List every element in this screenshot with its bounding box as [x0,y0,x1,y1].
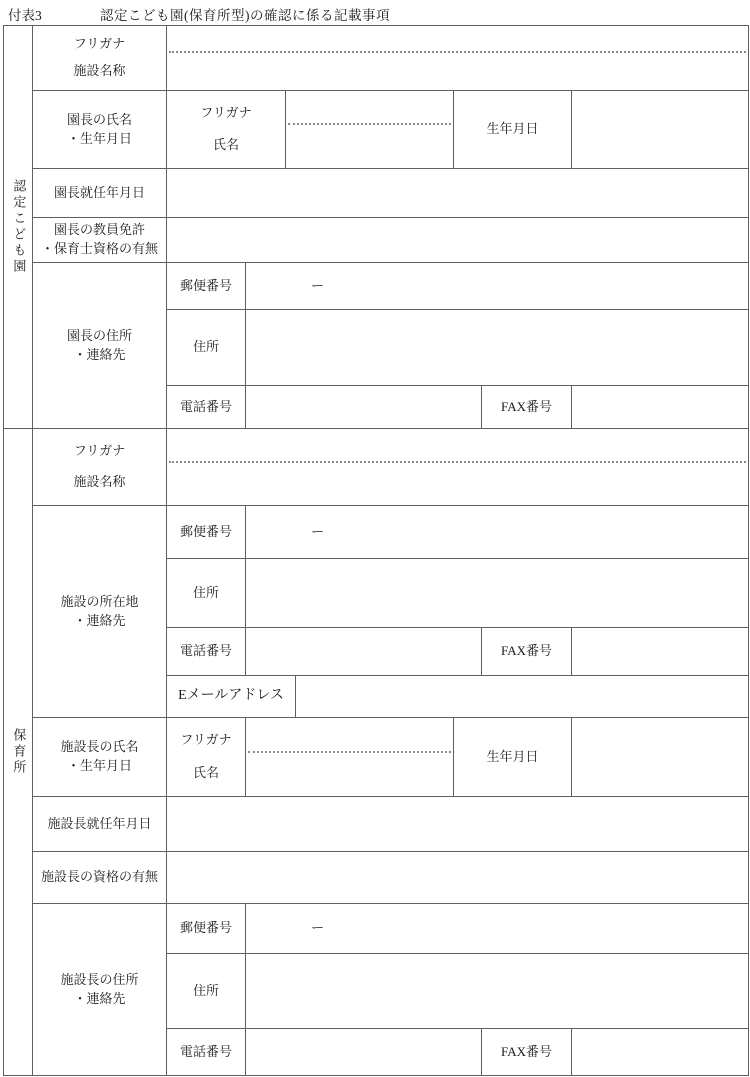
s1-name-sublabel-cell [166,90,286,169]
s1-director-license-label-line1: 園長の教員免許 [53,222,145,238]
s2-email-label: Eメールアドレス [178,688,284,704]
form-table [3,25,750,1077]
s1-fax-label-cell [481,385,572,429]
s2-loc-fax-label-cell [481,627,572,676]
s2-loc-phone-label-cell [166,627,246,676]
s2-head-start-value-cell [166,796,749,852]
title-text: 認定こども園(保育所型)の確認に係る記載事項 [100,8,390,23]
s2-email-label-cell [166,675,296,718]
title-prefix: 付表3 [8,8,42,23]
s1-address-value-cell [245,309,749,386]
s1-name-value-cell [285,90,454,169]
s2-name-sublabel-cell [166,717,246,797]
section2-side-cell [3,428,33,1076]
s2-birth-date-value-cell [571,717,749,797]
s2-head-postal-dash: ー [311,920,325,936]
section1-side-label: 認定こども園 [11,179,27,275]
s2-head-address-sublabel-cell [166,953,246,1029]
s2-email-value-cell [295,675,749,718]
s2-head-address-sublabel: 住所 [192,982,219,998]
s2-facility-name-dotted-divider [169,461,746,463]
s2-head-name-label-line1: 施設長の氏名 [60,739,139,755]
s2-loc-fax-label: FAX番号 [500,643,553,659]
s2-head-name-label-cell [32,717,167,797]
s1-director-license-value-cell [166,217,749,263]
s2-name-value-cell [245,717,454,797]
s1-address-label-cell [166,309,246,386]
s2-location-label-line2: ・連絡先 [73,612,126,628]
s2-loc-postal-dash: ー [311,523,325,539]
s1-director-start-label-cell [32,168,167,218]
s1-director-address-label-line1: 園長の住所 [66,327,132,343]
s2-head-fax-label: FAX番号 [500,1043,553,1059]
s2-head-start-label: 施設長就任年月日 [47,815,152,831]
s1-phone-label: 電話番号 [179,398,232,414]
s2-name-label: 氏名 [192,764,219,780]
s1-facility-name-label: 施設名称 [73,63,126,79]
s2-facility-name-value-cell [166,428,749,506]
s2-location-label-cell [32,505,167,718]
s1-facility-name-label-cell [32,25,167,91]
s1-director-license-label-line2: ・保育士資格の有無 [40,241,158,256]
s2-head-address-value-cell [245,953,749,1029]
s2-head-postal-label: 郵便番号 [179,920,232,936]
s1-director-start-value-cell [166,168,749,218]
s2-name-furigana-label: フリガナ [180,732,232,748]
s1-postal-value-cell [245,262,749,310]
s2-loc-postal-label-cell [166,505,246,559]
s1-phone-label-cell [166,385,246,429]
s2-head-phone-value-cell [245,1028,482,1076]
s2-birth-date-label: 生年月日 [486,748,539,764]
s2-loc-phone-value-cell [245,627,482,676]
s2-loc-fax-value-cell [571,627,749,676]
s2-head-fax-label-cell [481,1028,572,1076]
s2-loc-address-label-cell [166,558,246,628]
s1-fax-value-cell [571,385,749,429]
s1-name-dotted-divider [288,123,451,125]
s2-loc-phone-label: 電話番号 [179,643,232,659]
s2-head-phone-label-cell [166,1028,246,1076]
s1-birth-date-label-cell [453,90,572,169]
s2-loc-address-value-cell [245,558,749,628]
s2-loc-postal-label: 郵便番号 [179,523,232,539]
s1-facility-name-dotted-divider [169,51,746,53]
s2-birth-date-label-cell [453,717,572,797]
s2-name-dotted-divider [248,751,451,753]
s1-name-furigana-label: フリガナ [200,105,252,121]
s2-head-fax-value-cell [571,1028,749,1076]
s1-name-label: 氏名 [212,137,239,153]
s2-furigana-label: フリガナ [73,442,126,458]
s1-postal-label: 郵便番号 [179,277,232,293]
s2-location-label-line1: 施設の所在地 [60,593,139,609]
s1-birth-date-label: 生年月日 [486,121,539,137]
s1-director-license-label-cell [32,217,167,263]
s2-facility-name-label-cell [32,428,167,506]
s2-head-address-label-cell [32,903,167,1076]
s2-head-postal-value-cell [245,903,749,954]
s1-director-start-label: 園長就任年月日 [53,184,145,200]
s1-director-address-label-cell [32,262,167,429]
s2-head-name-label-line2: ・生年月日 [66,758,132,773]
s1-furigana-label: フリガナ [73,35,126,51]
s1-facility-name-value-cell [166,25,749,91]
s2-head-qualification-label: 施設長の資格の有無 [40,869,158,885]
s1-postal-label-cell [166,262,246,310]
s1-address-label: 住所 [192,339,219,355]
s1-director-name-label-cell [32,90,167,169]
section1-side-cell [3,25,33,429]
s2-head-start-label-cell [32,796,167,852]
s2-facility-name-label: 施設名称 [73,474,126,490]
s1-director-address-label-line2: ・連絡先 [73,346,126,362]
s2-head-qualification-label-cell [32,851,167,904]
s2-loc-address-label: 住所 [192,584,219,600]
s1-director-name-label-line2: ・生年月日 [66,130,132,146]
s2-head-qualification-value-cell [166,851,749,904]
section2-side-label: 保育所 [11,728,27,776]
document-title [0,2,750,22]
s1-birth-date-value-cell [571,90,749,169]
s1-phone-value-cell [245,385,482,429]
s2-head-address-label-line2: ・連絡先 [73,990,126,1006]
s2-loc-postal-value-cell [245,505,749,559]
s2-head-address-label-line1: 施設長の住所 [60,971,139,987]
s2-head-phone-label: 電話番号 [179,1043,232,1059]
s2-head-postal-label-cell [166,903,246,954]
s1-fax-label: FAX番号 [500,398,553,414]
s1-postal-dash: ー [311,277,325,293]
s1-director-name-label-line1: 園長の氏名 [66,111,132,127]
